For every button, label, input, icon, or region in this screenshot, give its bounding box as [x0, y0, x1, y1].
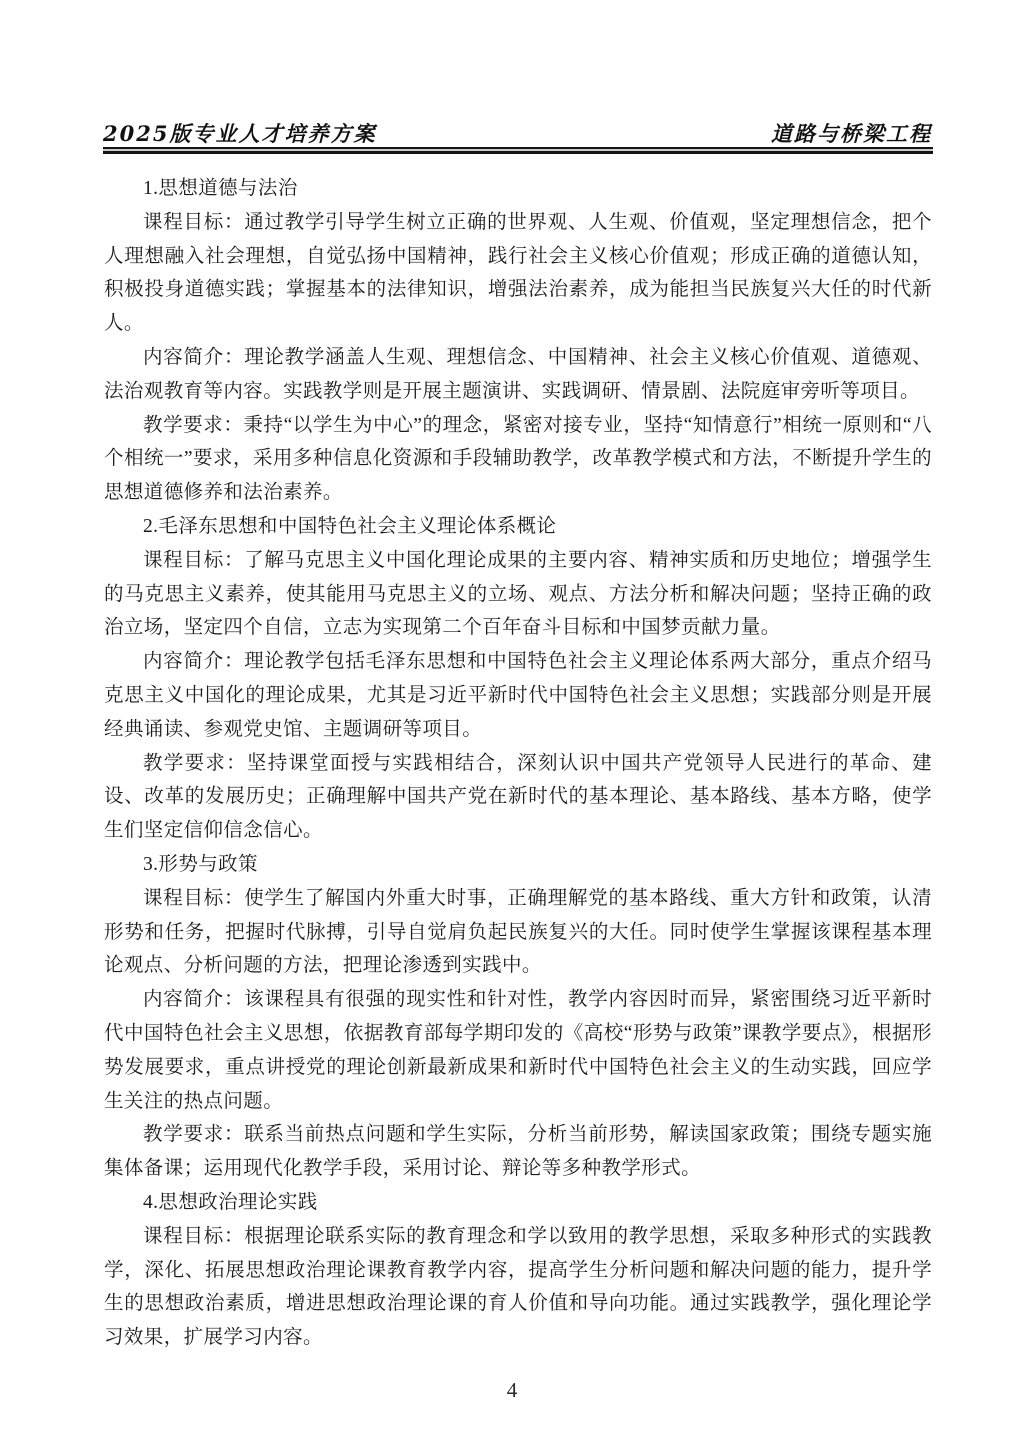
paragraph-teaching-requirement-2: 教学要求：坚持课堂面授与实践相结合，深刻认识中国共产党领导人民进行的革命、建设、改革的发展历史；正确理解中国共产党在新时代的基本理论、基本路线、基本方略，使学生们坚定信仰信念信心。	[104, 752, 932, 842]
header-right-title: 道路与桥梁工程	[771, 120, 932, 146]
section-heading-2: 2.毛泽东思想和中国特色社会主义理论体系概论	[143, 515, 557, 537]
header-double-rule	[103, 147, 933, 154]
page-number: 4	[506, 1378, 518, 1402]
header-left-title: 2025版专业人才培养方案	[103, 120, 377, 146]
paragraph-course-goal-3: 课程目标：使学生了解国内外重大时事，正确理解党的基本路线、重大方针和政策，认清形势和任务，把握时代脉搏，引导自觉肩负起民族复兴的大任。同时使学生掌握该课程基本理论观点、分析问题的方法，把理论渗透到实践中。	[104, 887, 932, 977]
document-body	[104, 172, 932, 1355]
paragraph-course-goal-2: 课程目标：了解马克思主义中国化理论成果的主要内容、精神实质和历史地位；增强学生的马克思主义素养，使其能用马克思主义的立场、观点、方法分析和解决问题；坚持正确的政治立场，坚定四个自信，立志为实现第二个百年奋斗目标和中国梦贡献力量。	[104, 549, 932, 639]
paragraph-teaching-requirement-1: 教学要求：秉持“以学生为中心”的理念，紧密对接专业，坚持“知情意行”相统一原则和“八个相统一”要求，采用多种信息化资源和手段辅助教学，改革教学模式和方法，不断提升学生的思想道德修养和法治素养。	[104, 414, 932, 504]
paragraph-content-intro-2: 内容简介：理论教学包括毛泽东思想和中国特色社会主义理论体系两大部分，重点介绍马克思主义中国化的理论成果，尤其是习近平新时代中国特色社会主义思想；实践部分则是开展经典诵读、参观党史馆、主题调研等项目。	[104, 651, 932, 740]
paragraph-course-goal-1: 课程目标：通过教学引导学生树立正确的世界观、人生观、价值观，坚定理想信念，把个人理想融入社会理想，自觉弘扬中国精神，践行社会主义核心价值观；形成正确的道德认知，积极投身道德实践；掌握基本的法律知识，增强法治素养，成为能担当民族复兴大任的时代新人。	[104, 211, 932, 335]
section-heading-1: 1.思想道德与法治	[143, 178, 298, 199]
paragraph-content-intro-1: 内容简介：理论教学涵盖人生观、理想信念、中国精神、社会主义核心价值观、道德观、法治观教育等内容。实践教学则是开展主题演讲、实践调研、情景剧、法院庭审旁听等项目。	[104, 346, 932, 402]
section-heading-3: 3.形势与政策	[143, 853, 258, 875]
page-header	[103, 114, 932, 146]
paragraph-teaching-requirement-3: 教学要求：联系当前热点问题和学生实际，分析当前形势，解读国家政策；围绕专题实施集体备课；运用现代化教学手段，采用讨论、辩论等多种教学形式。	[104, 1124, 932, 1180]
section-heading-4: 4.思想政治理论实践	[143, 1191, 318, 1213]
paragraph-content-intro-3: 内容简介：该课程具有很强的现实性和针对性，教学内容因时而异，紧密围绕习近平新时代中国特色社会主义思想，依据教育部每学期印发的《高校“形势与政策”课教学要点》，根据形势发展要求，重点讲授党的理论创新最新成果和新时代中国特色社会主义的生动实践，回应学生关注的热点问题。	[104, 989, 932, 1112]
paragraph-course-goal-4: 课程目标：根据理论联系实际的教育理念和学以致用的教学思想，采取多种形式的实践教学，深化、拓展思想政治理论课教育教学内容，提高学生分析问题和解决问题的能力，提升学生的思想政治素质，增进思想政治理论课的育人价值和导向功能。通过实践教学，强化理论学习效果，扩展学习内容。	[104, 1225, 932, 1349]
